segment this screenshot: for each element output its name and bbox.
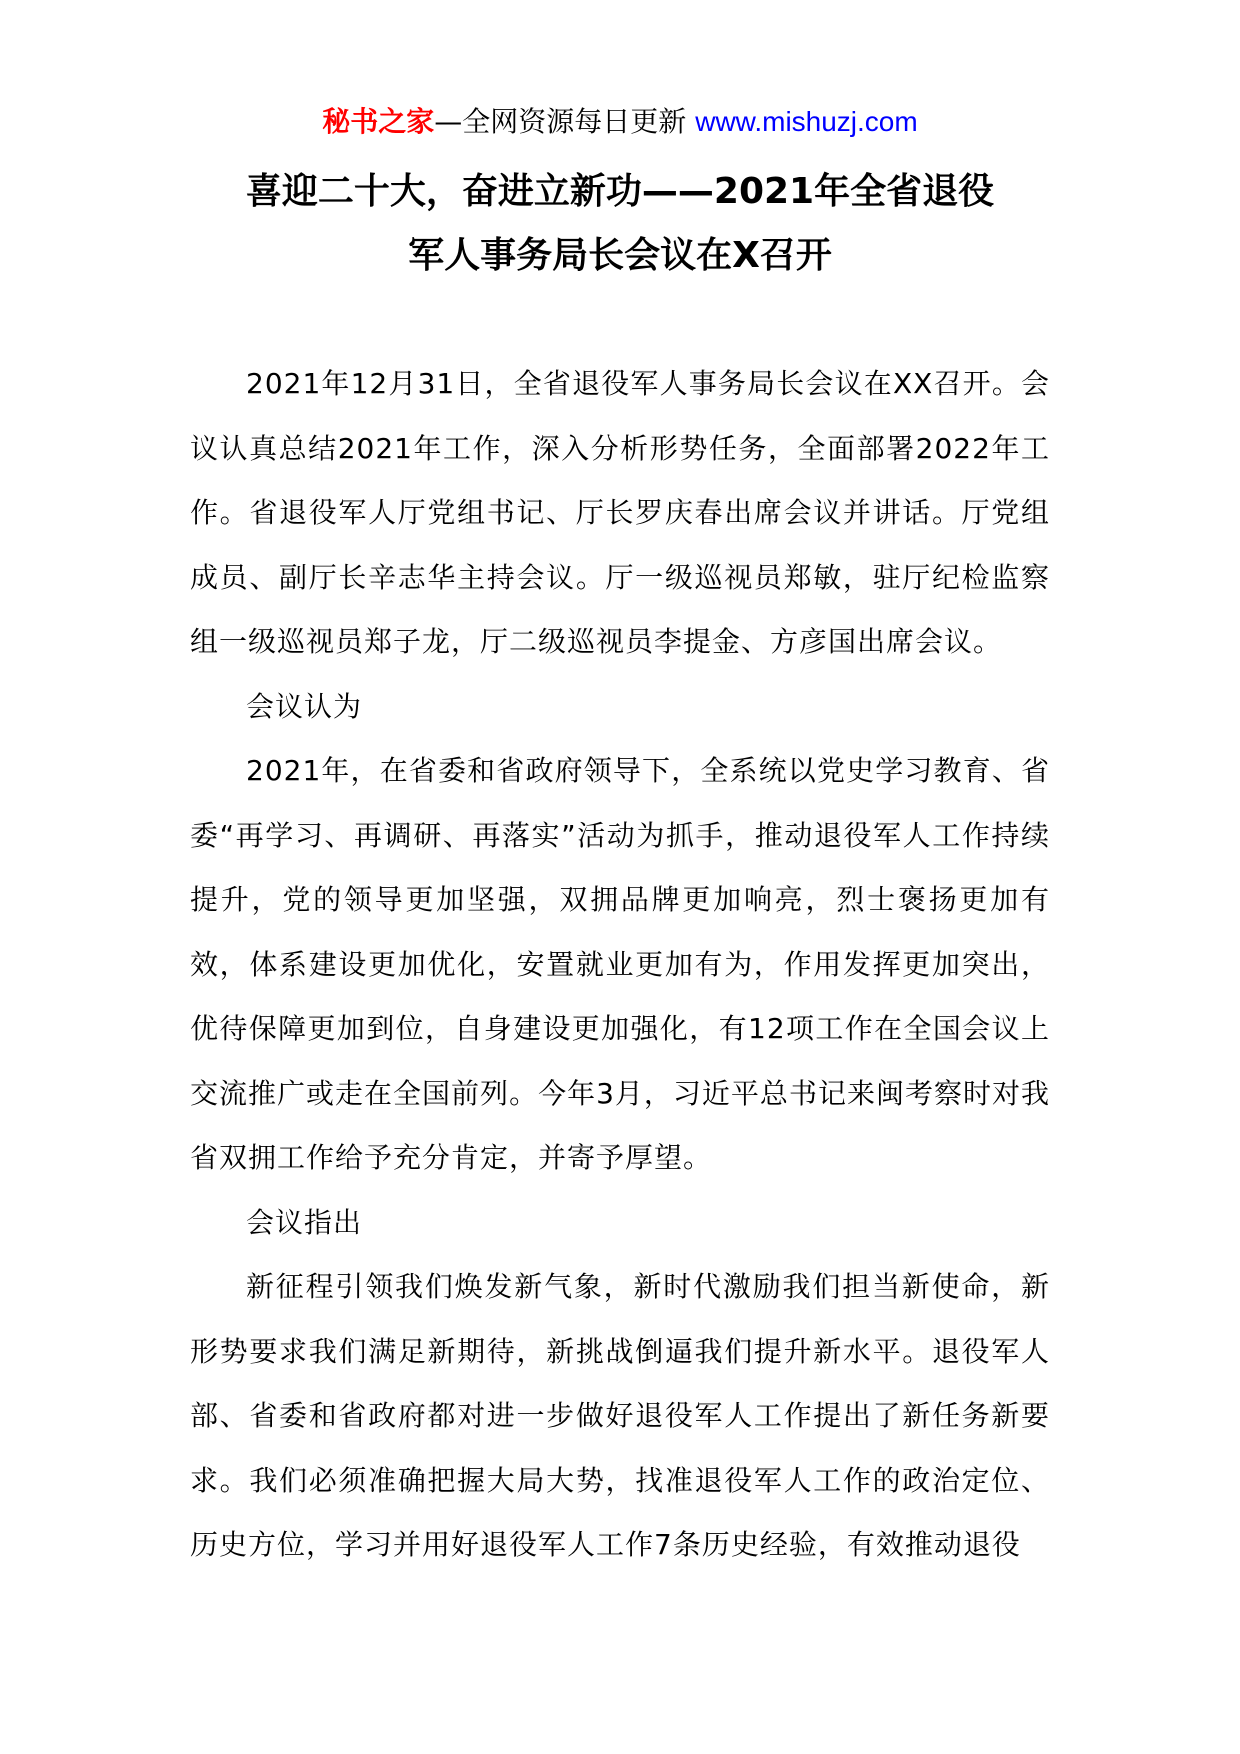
document-title	[190, 160, 1050, 288]
title-line-2: 军人事务局长会议在X召开	[408, 235, 832, 276]
paragraph-new-journey: 新征程引领我们焕发新气象，新时代激励我们担当新使命，新形势要求我们满足新期待，新挑战倒逼我们提升新水平。退役军人部、省委和省政府都对进一步做好退役军人工作提出了新任务新要求。我们必须准确把握大局大势，找准退役军人工作的政治定位、历史方位，学习并用好退役军人工作7条历史经验，有效推动退役	[190, 1270, 1050, 1561]
site-header	[0, 102, 1240, 142]
document-body	[190, 352, 1050, 1578]
site-url-link[interactable]: www.mishuzj.com	[695, 106, 918, 137]
title-line-1: 喜迎二十大，奋进立新功——2021年全省退役	[245, 171, 995, 212]
header-tagline: —全网资源每日更新	[434, 105, 687, 138]
brand-name: 秘书之家	[322, 105, 435, 138]
paragraph-intro: 2021年12月31日，全省退役军人事务局长会议在XX召开。会议认真总结2021年工作，深入分析形势任务，全面部署2022年工作。省退役军人厅党组书记、厅长罗庆春出席会议并讲话。厅党组成员、副厅长辛志华主持会议。厅一级巡视员郑敏，驻厅纪检监察组一级巡视员郑子龙，厅二级巡视员李提金、方彦国出席会议。	[190, 367, 1050, 658]
section-heading-meeting-recognized: 会议认为	[246, 689, 363, 723]
paragraph-achievements: 2021年，在省委和省政府领导下，全系统以党史学习教育、省委“再学习、再调研、再落实”活动为抓手，推动退役军人工作持续提升，党的领导更加坚强，双拥品牌更加响亮，烈士褒扬更加有效，体系建设更加优化，安置就业更加有为，作用发挥更加突出，优待保障更加到位，自身建设更加强化，有12项工作在全国会议上交流推广或走在全国前列。今年3月，习近平总书记来闽考察时对我省双拥工作给予充分肯定，并寄予厚望。	[190, 754, 1050, 1174]
section-heading-meeting-pointed-out: 会议指出	[246, 1205, 363, 1239]
